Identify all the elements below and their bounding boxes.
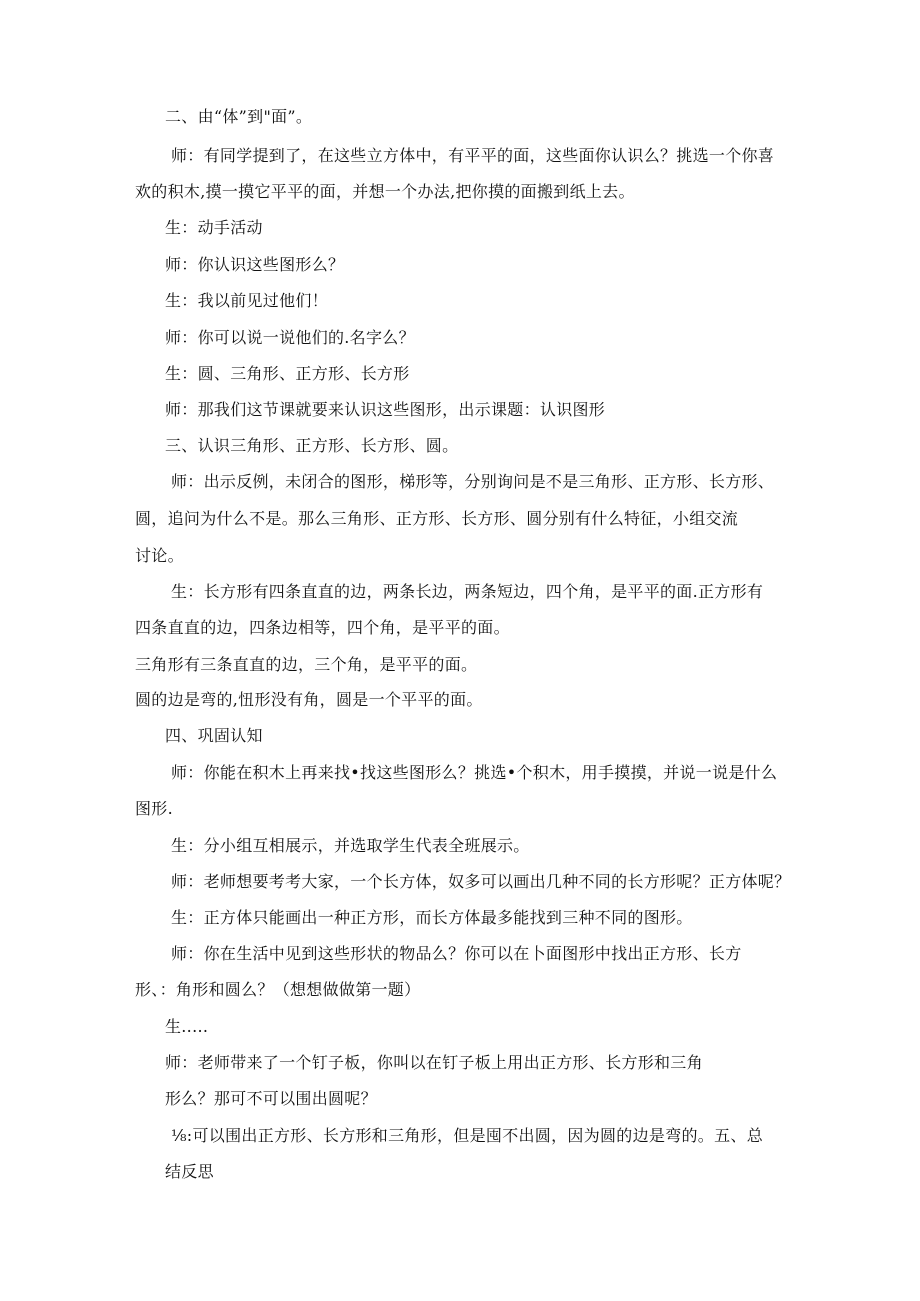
paragraph-line: ⅛:可以围出正方形、长方形和三角形，但是囤不出圆，因为圆的边是弯的。五、总	[171, 1126, 763, 1145]
paragraph-line: 生：长方形有四条直直的边，两条长边，两条短边，四个角，是平平的面.正方形有	[171, 582, 764, 601]
paragraph-line: 生：动手活动	[165, 218, 263, 237]
paragraph-line: 三角形有三条直直的边，三个角，是平平的面。	[135, 655, 478, 674]
paragraph-line: 生.....	[165, 1017, 209, 1036]
paragraph-line: 形、：角形和圆么？（想想做做第一题）	[135, 980, 421, 999]
paragraph-line: 师：老师想要考考大家，一个长方体，奴多可以画出几种不同的长方形呢？正方体呢？	[171, 872, 791, 891]
paragraph-line: 师：你在生活中见到这些形状的物品么？你可以在卜面图形中找出正方形、长方	[171, 944, 742, 963]
paragraph-line: 圆，追问为什么不是。那么三角形、正方形、长方形、圆分别有什么特征，小组交流	[135, 509, 739, 528]
paragraph-line: 师：你能在积木上再来找•找这些图形么？挑选•个积木，用手摸摸，并说一说是什么	[171, 763, 778, 782]
paragraph-line: 图形.	[135, 799, 173, 818]
paragraph-line: 师：有同学提到了，在这些立方体中，有平平的面，这些面你认识么？挑选一个你喜	[171, 146, 775, 165]
section-heading: 三、认识三角形、正方形、长方形、圆。	[165, 436, 459, 455]
paragraph-line: 生：我以前见过他们！	[165, 291, 329, 310]
section-heading: 结反思	[165, 1162, 214, 1181]
paragraph-line: 圆的边是弯的,忸形没有角，圆是一个平平的面。	[135, 690, 483, 709]
paragraph-line: 四条直直的边，四条边相等，四个角，是平平的面。	[135, 618, 510, 637]
paragraph-line: 生：分小组互相展示，并选取学生代表全班展示。	[171, 836, 530, 855]
paragraph-line: 形么？那可不可以围出圆呢？	[165, 1089, 377, 1108]
paragraph-line: 欢的积木,摸一摸它平平的面，并想一个办法,把你摸的面搬到纸上去。	[135, 182, 635, 201]
paragraph-line: 师：老师带来了一个钉子板，你叫以在钉子板上用出正方形、长方形和三角	[165, 1053, 703, 1072]
paragraph-line: 师：你可以说一说他们的.名字么？	[165, 328, 415, 347]
section-heading: 四、巩固认知	[165, 726, 263, 745]
paragraph-line: 讨论。	[135, 546, 184, 565]
paragraph-line: 生：圆、三角形、正方形、长方形	[165, 364, 410, 383]
paragraph-line: 生：正方体只能画出一种正方形，而长方体最多能找到三种不同的图形。	[171, 908, 693, 927]
paragraph-line: 师：你认识这些图形么？	[165, 255, 345, 274]
paragraph-line: 师：出示反例，未闭合的图形，梯形等，分别询问是不是三角形、正方形、长方形、	[171, 472, 775, 491]
section-heading: 二、由“体”到"面”。	[165, 107, 313, 126]
paragraph-line: 师：那我们这节课就要来认识这些图形，出示课题：认识图形	[165, 400, 606, 419]
